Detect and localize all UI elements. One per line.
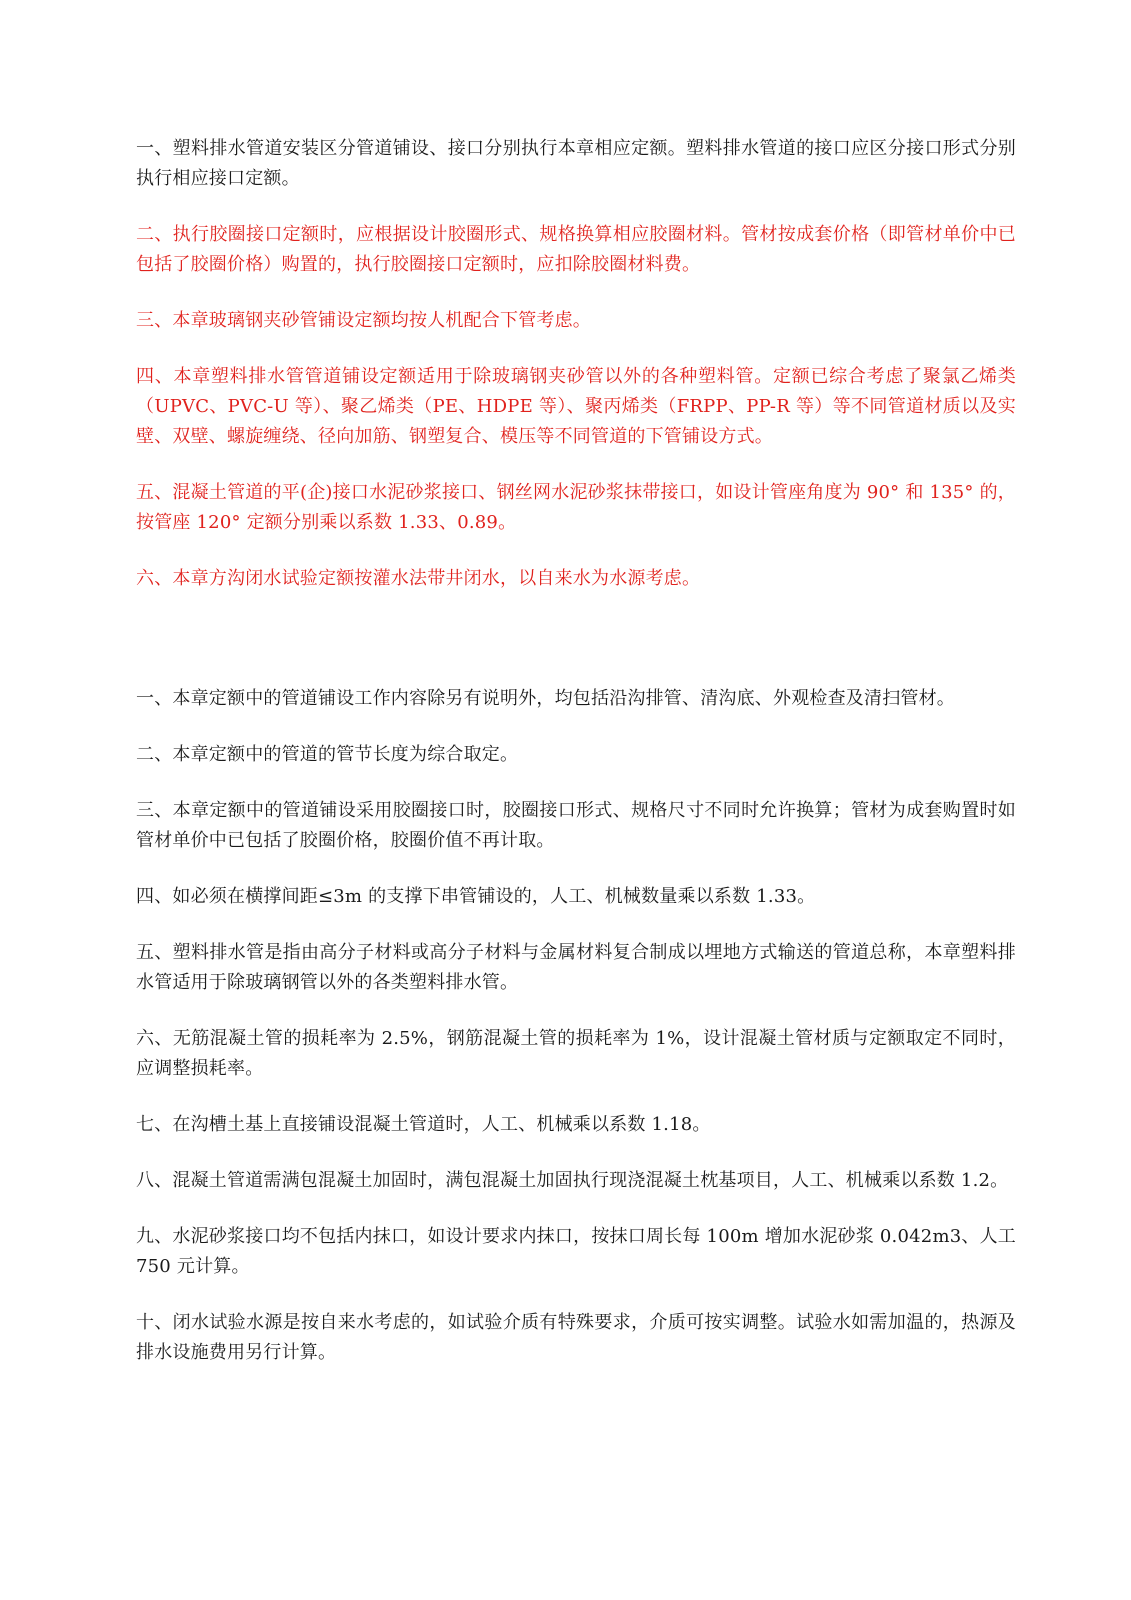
section1-paragraph-3: 三、本章玻璃钢夹砂管铺设定额均按人机配合下管考虑。 <box>136 310 591 331</box>
section-2 <box>136 684 1016 1368</box>
section2-paragraph-7: 七、在沟槽土基上直接铺设混凝土管道时，人工、机械乘以系数 1.18。 <box>136 1114 711 1135</box>
section2-paragraph-6: 六、无筋混凝土管的损耗率为 2.5%，钢筋混凝土管的损耗率为 1%，设计混凝土管材质与定额取定不同时，应调整损耗率。 <box>136 1028 1016 1079</box>
section2-paragraph-4: 四、如必须在横撑间距≤3m 的支撑下串管铺设的，人工、机械数量乘以系数 1.33。 <box>136 886 816 907</box>
section-1 <box>136 134 1016 594</box>
section2-paragraph-9: 九、水泥砂浆接口均不包括内抹口，如设计要求内抹口，按抹口周长每 100m 增加水泥砂浆 0.042m3、人工 750 元计算。 <box>136 1226 1016 1277</box>
section-spacer <box>136 620 1016 684</box>
section1-paragraph-6: 六、本章方沟闭水试验定额按灌水法带井闭水，以自来水为水源考虑。 <box>136 568 701 589</box>
section2-paragraph-3: 三、本章定额中的管道铺设采用胶圈接口时，胶圈接口形式、规格尺寸不同时允许换算；管材为成套购置时如管材单价中已包括了胶圈价格，胶圈价值不再计取。 <box>136 800 1016 851</box>
section2-paragraph-5: 五、塑料排水管是指由高分子材料或高分子材料与金属材料复合制成以埋地方式输送的管道总称，本章塑料排水管适用于除玻璃钢管以外的各类塑料排水管。 <box>136 942 1016 993</box>
section2-paragraph-8: 八、混凝土管道需满包混凝土加固时，满包混凝土加固执行现浇混凝土枕基项目，人工、机械乘以系数 1.2。 <box>136 1170 1009 1191</box>
section1-paragraph-2: 二、执行胶圈接口定额时，应根据设计胶圈形式、规格换算相应胶圈材料。管材按成套价格（即管材单价中已包括了胶圈价格）购置的，执行胶圈接口定额时，应扣除胶圈材料费。 <box>136 224 1016 275</box>
section2-paragraph-10: 十、闭水试验水源是按自来水考虑的，如试验介质有特殊要求，介质可按实调整。试验水如需加温的，热源及排水设施费用另行计算。 <box>136 1312 1016 1363</box>
document-page <box>136 134 1016 1394</box>
section1-paragraph-5: 五、混凝土管道的平(企)接口水泥砂浆接口、钢丝网水泥砂浆抹带接口，如设计管座角度为 90° 和 135° 的，按管座 120° 定额分别乘以系数 1.33、0.89。 <box>136 482 1016 533</box>
section1-paragraph-1: 一、塑料排水管道安装区分管道铺设、接口分别执行本章相应定额。塑料排水管道的接口应区分接口形式分别执行相应接口定额。 <box>136 138 1016 189</box>
section1-paragraph-4: 四、本章塑料排水管管道铺设定额适用于除玻璃钢夹砂管以外的各种塑料管。定额已综合考虑了聚氯乙烯类（UPVC、PVC-U 等）、聚乙烯类（PE、HDPE 等）、聚丙烯类（FRPP、PP-R 等）等不同管道材质以及实壁、双壁、螺旋缠绕、径向加筋、钢塑复合、模压等不同管道的下管铺设方式。 <box>136 366 1016 447</box>
section2-paragraph-2: 二、本章定额中的管道的管节长度为综合取定。 <box>136 744 519 765</box>
section2-paragraph-1: 一、本章定额中的管道铺设工作内容除另有说明外，均包括沿沟排管、清沟底、外观检查及清扫管材。 <box>136 688 955 709</box>
